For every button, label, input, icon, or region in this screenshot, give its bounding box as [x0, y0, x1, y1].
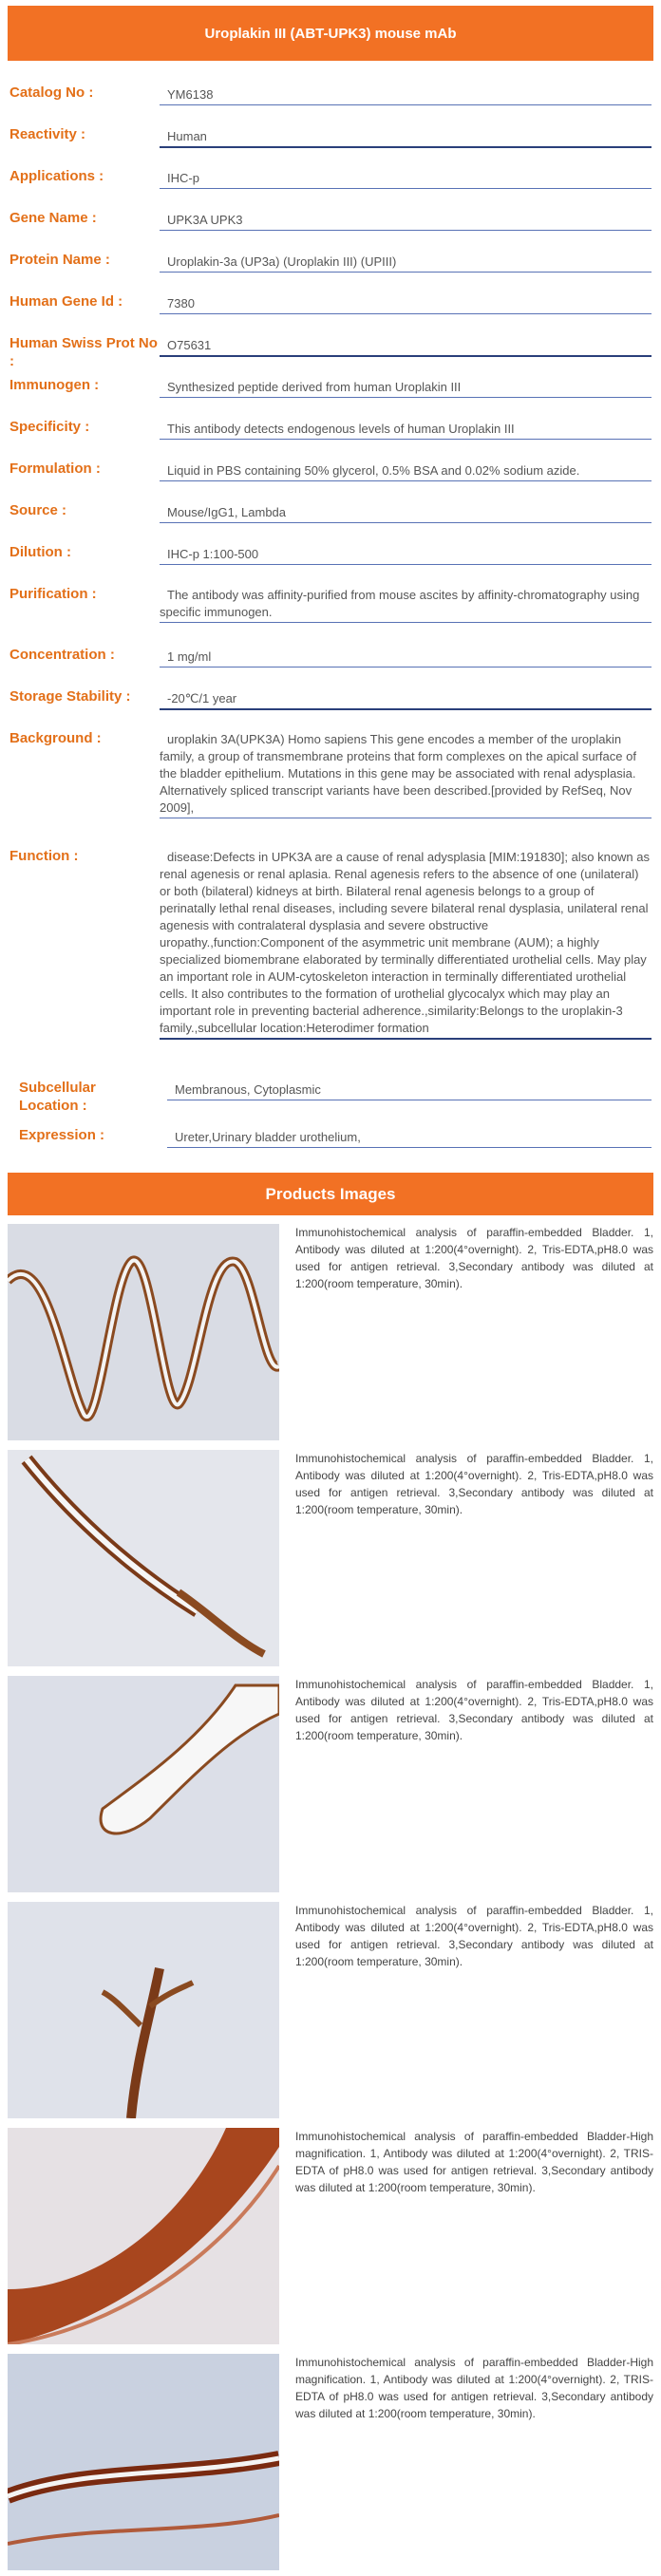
field-label: Human Swiss Prot No :	[9, 335, 158, 369]
field-value: Membranous, Cytoplasmic	[167, 1081, 652, 1100]
product-image-block	[8, 1676, 653, 1892]
field-label: Subcellular Location :	[19, 1080, 96, 1114]
ihc-image	[8, 1902, 279, 2118]
product-image-block	[8, 1450, 653, 1666]
field-label: Immunogen :	[9, 377, 100, 393]
field-label: Function :	[9, 848, 79, 864]
field-value: IHC-p	[160, 170, 652, 189]
field-value: This antibody detects endogenous levels of human Uroplakin III	[160, 421, 652, 440]
field-value: O75631	[160, 337, 652, 357]
field-label: Background :	[9, 730, 102, 746]
field-label: Purification :	[9, 586, 97, 602]
ihc-image	[8, 2354, 279, 2570]
field-value: UPK3A UPK3	[160, 212, 652, 231]
field-value: Ureter,Urinary bladder urothelium,	[167, 1129, 652, 1148]
product-image-caption: Immunohistochemical analysis of paraffin-embedded Bladder-High magnification. 1, Antibody was diluted at 1:200(4°overnight). 2, TRIS-EDTA of pH8.0 was used for antigen retrieval. 3,Secondary antibody was diluted at 1:200(room temperature, 30min).	[295, 2356, 653, 2420]
field-value: 7380	[160, 295, 652, 314]
field-value: YM6138	[160, 86, 652, 105]
field-label: Applications :	[9, 168, 104, 184]
field-label: Formulation :	[9, 461, 101, 477]
product-image-block	[8, 1224, 653, 1440]
field-label: Specificity :	[9, 419, 90, 435]
field-label: Dilution :	[9, 544, 71, 560]
field-value: Synthesized peptide derived from human Uroplakin III	[160, 379, 652, 398]
ihc-image	[8, 2128, 279, 2344]
field-label: Catalog No :	[9, 85, 94, 101]
ihc-image	[8, 1676, 279, 1892]
field-value: Human	[160, 128, 652, 148]
product-image-caption: Immunohistochemical analysis of paraffin-embedded Bladder. 1, Antibody was diluted at 1:200(4°overnight). 2, Tris-EDTA,pH8.0 was used for antigen retrieval. 3,Secondary antibody was diluted at 1:200(room temperature, 30min).	[295, 1226, 653, 1290]
field-value-text: disease:Defects in UPK3A are a cause of renal adysplasia [MIM:191830]; also known as renal agenesis or renal aplasia. Renal agenesis refers to the absence of one (unilateral) or both (bilateral) kidneys at birth. Bilateral renal agenesis belongs to a group of perinatally lethal renal diseases, including severe bilateral renal dysplasia, unilateral renal agenesis with contralateral dysplasia and severe obstructive uropathy.,function:Component of the asymmetric unit membrane (AUM); a highly specialized biomembrane elaborated by terminally differentiated urothelial cells. May play an important role in AUM-cytoskeleton interaction in terminally differentiated urothelial cells. It also contributes to the formation of urothelial glycocalyx which may play an important role in preventing bacterial adherence.,similarity:Belongs to the uroplakin-3 family.,subcellular location:Heterodimer formation	[160, 850, 651, 1035]
field-label: Expression :	[19, 1127, 105, 1143]
product-image-block	[8, 2128, 653, 2344]
field-value	[160, 849, 652, 1040]
products-images-header	[8, 1173, 653, 1215]
field-label: Source :	[9, 502, 67, 518]
field-value	[160, 587, 652, 623]
ihc-image	[8, 1224, 279, 1440]
product-image-block	[8, 1902, 653, 2118]
field-label: Concentration :	[9, 647, 115, 663]
field-label: Reactivity :	[9, 126, 86, 142]
product-image-caption: Immunohistochemical analysis of paraffin-embedded Bladder. 1, Antibody was diluted at 1:200(4°overnight). 2, Tris-EDTA,pH8.0 was used for antigen retrieval. 3,Secondary antibody was diluted at 1:200(room temperature, 30min).	[295, 1904, 653, 1968]
products-images-title: Products Images	[265, 1184, 396, 1203]
field-value: Uroplakin-3a (UP3a) (Uroplakin III) (UPIII)	[160, 254, 652, 273]
ihc-image	[8, 1450, 279, 1666]
field-value: Mouse/IgG1, Lambda	[160, 504, 652, 523]
field-value-text: The antibody was affinity-purified from mouse ascites by affinity-chromatography using specific immunogen.	[160, 588, 640, 619]
field-value: Liquid in PBS containing 50% glycerol, 0.5% BSA and 0.02% sodium azide.	[160, 462, 652, 481]
datasheet-title-bar	[8, 6, 653, 61]
field-value-text: uroplakin 3A(UPK3A) Homo sapiens This gene encodes a member of the uroplakin family, a group of transmembrane proteins that form complexes on the apical surface of the bladder epithelium. Mutations in this gene may be associated with renal adysplasia. Alternatively spliced transcript variants have been described.[provided by RefSeq, Nov 2009],	[160, 732, 636, 815]
field-value: -20℃/1 year	[160, 690, 652, 710]
field-value: IHC-p 1:100-500	[160, 546, 652, 565]
field-label: Gene Name :	[9, 210, 97, 226]
product-image-caption: Immunohistochemical analysis of paraffin-embedded Bladder-High magnification. 1, Antibody was diluted at 1:200(4°overnight). 2, TRIS-EDTA of pH8.0 was used for antigen retrieval. 3,Secondary antibody was diluted at 1:200(room temperature, 30min).	[295, 2130, 653, 2194]
field-value: 1 mg/ml	[160, 649, 652, 668]
product-image-caption: Immunohistochemical analysis of paraffin-embedded Bladder. 1, Antibody was diluted at 1:200(4°overnight). 2, Tris-EDTA,pH8.0 was used for antigen retrieval. 3,Secondary antibody was diluted at 1:200(room temperature, 30min).	[295, 1452, 653, 1516]
datasheet-title: Uroplakin III (ABT-UPK3) mouse mAb	[204, 25, 457, 42]
product-image-caption: Immunohistochemical analysis of paraffin-embedded Bladder. 1, Antibody was diluted at 1:200(4°overnight). 2, Tris-EDTA,pH8.0 was used for antigen retrieval. 3,Secondary antibody was diluted at 1:200(room temperature, 30min).	[295, 1678, 653, 1742]
field-label: Human Gene Id :	[9, 293, 123, 310]
field-label: Protein Name :	[9, 252, 110, 268]
field-label: Storage Stability :	[9, 688, 131, 705]
product-image-block	[8, 2354, 653, 2570]
field-value	[160, 731, 652, 818]
